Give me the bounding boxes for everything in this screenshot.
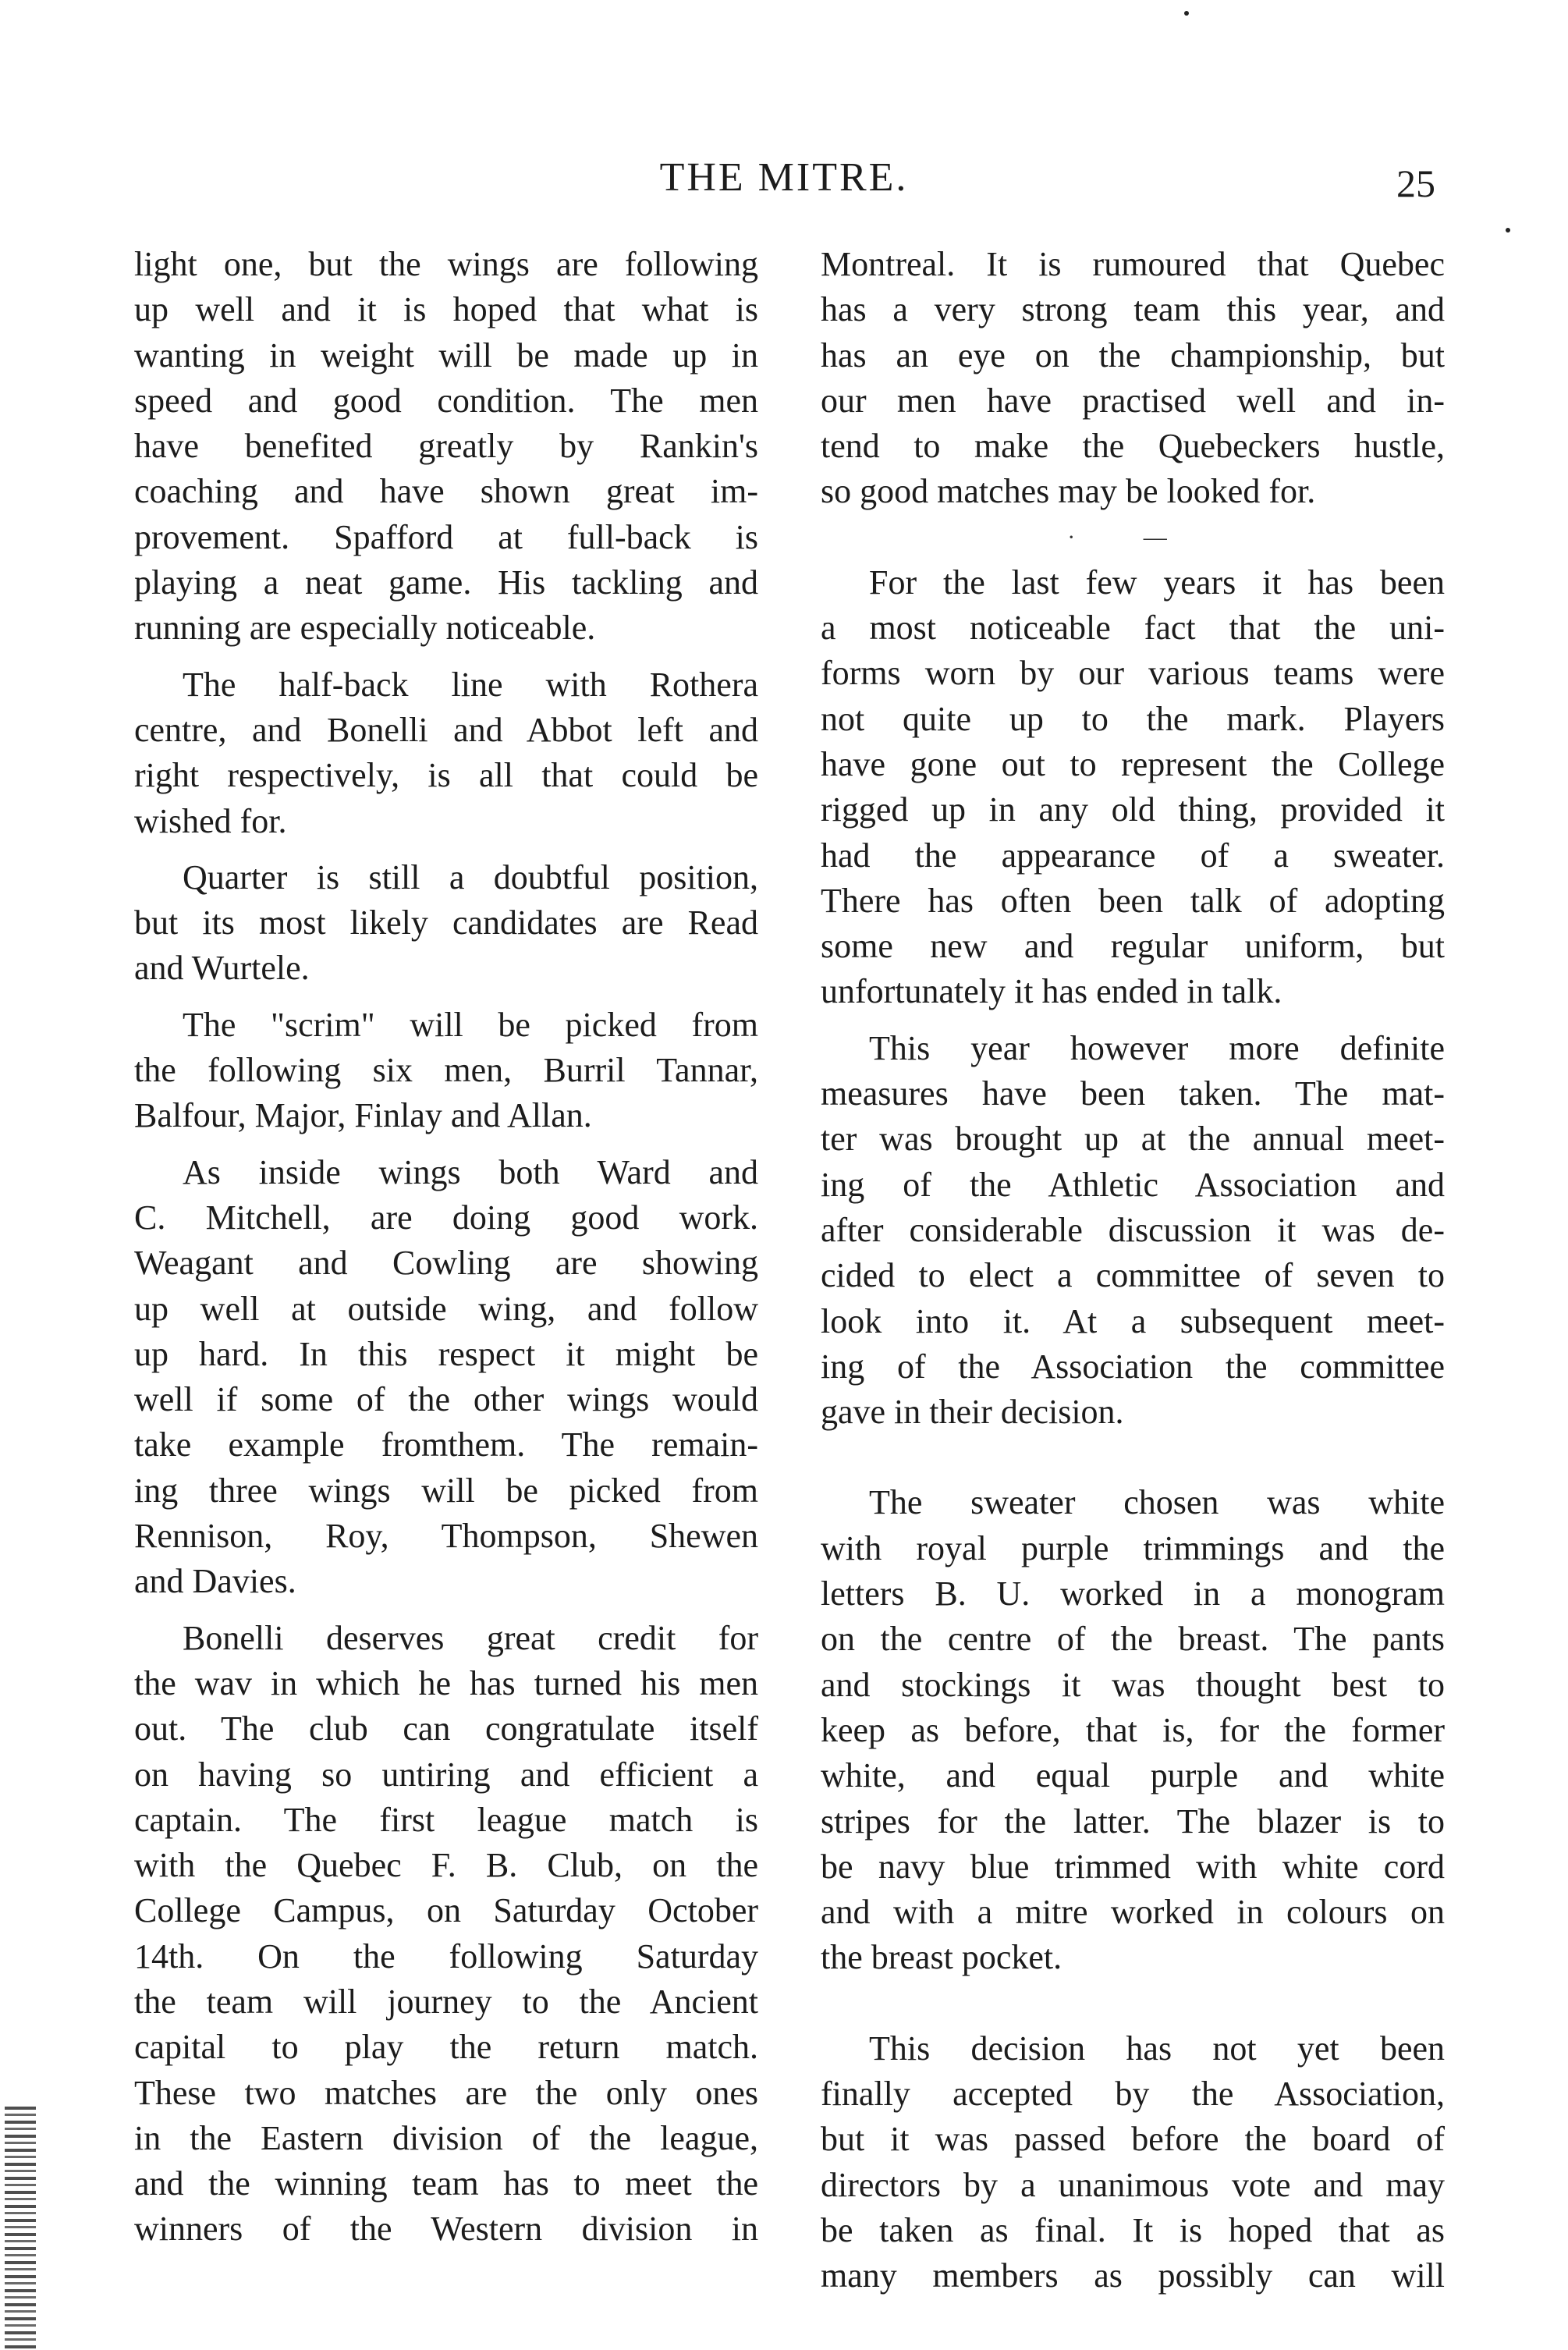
- text-line: cided to elect a committee of seven to: [821, 1256, 1445, 1295]
- text-line: directors by a unanimous vote and may: [821, 2165, 1445, 2204]
- text-line: playing a neat game. His tackling and: [134, 563, 758, 602]
- text-line: tend to make the Quebeckers hustle,: [821, 427, 1445, 466]
- text-line: white, and equal purple and white: [821, 1756, 1445, 1795]
- paragraph-gap: [134, 651, 758, 662]
- text-line: on the centre of the breast. The pants: [821, 1620, 1445, 1659]
- text-line: on having so untiring and efficient a: [134, 1755, 758, 1794]
- text-line: our men have practised well and in-: [821, 381, 1445, 420]
- text-line: wished for.: [134, 801, 287, 840]
- text-line: with royal purple trimmings and the: [821, 1528, 1445, 1567]
- text-line: rigged up in any old thing, provided it: [821, 790, 1445, 829]
- text-line: ing of the Association the committee: [821, 1347, 1445, 1386]
- text-line: the team will journey to the Ancient: [134, 1982, 758, 2021]
- page-number: 25: [1396, 162, 1435, 205]
- text-line: Bonelli deserves great credit for: [183, 1618, 758, 1657]
- scan-speck: [1184, 11, 1189, 16]
- section-ornament: · —: [1067, 524, 1198, 550]
- text-line: be navy blue trimmed with white cord: [821, 1847, 1445, 1886]
- text-line: ter was brought up at the annual meet-: [821, 1120, 1445, 1159]
- text-line: right respectively, is all that could be: [134, 756, 758, 795]
- text-line: The "scrim" will be picked from: [183, 1005, 758, 1044]
- text-line: but it was passed before the board of: [821, 2120, 1445, 2159]
- paragraph-gap: [821, 1435, 1445, 1480]
- text-line: up hard. In this respect it might be: [134, 1334, 758, 1373]
- text-line: have gone out to represent the College: [821, 744, 1445, 783]
- text-line: and the winning team has to meet the: [134, 2164, 758, 2203]
- text-line: provement. Spafford at full-back is: [134, 517, 758, 556]
- paragraph-gap: [134, 1605, 758, 1616]
- text-line: captain. The first league match is: [134, 1800, 758, 1839]
- text-line: and with a mitre worked in colours on: [821, 1893, 1445, 1932]
- text-line: As inside wings both Ward and: [183, 1152, 758, 1191]
- text-line: For the last few years it has been: [869, 563, 1445, 602]
- text-line: capital to play the return match.: [134, 2028, 758, 2067]
- text-line: running are especially noticeable.: [134, 609, 596, 648]
- text-line: many members as possibly can will: [821, 2256, 1445, 2295]
- text-line: Montreal. It is rumoured that Quebec: [821, 245, 1445, 283]
- text-line: This decision has not yet been: [869, 2029, 1445, 2068]
- text-line: the breast pocket.: [821, 1938, 1062, 1977]
- text-line: and Wurtele.: [134, 949, 310, 988]
- text-line: be taken as final. It is hoped that as: [821, 2210, 1445, 2249]
- text-line: and stockings it was thought best to: [821, 1665, 1445, 1704]
- text-line: light one, but the wings are following: [134, 245, 758, 283]
- text-line: The sweater chosen was white: [869, 1483, 1445, 1522]
- text-line: gave in their decision.: [821, 1393, 1124, 1432]
- text-line: measures have been taken. The mat-: [821, 1074, 1445, 1113]
- paragraph-gap: [134, 992, 758, 1003]
- text-line: Quarter is still a doubtful position,: [183, 857, 758, 896]
- text-line: stripes for the latter. The blazer is to: [821, 1802, 1445, 1841]
- text-line: the following six men, Burril Tannar,: [134, 1051, 758, 1090]
- text-line: well if some of the other wings would: [134, 1380, 758, 1419]
- text-line: after considerable discussion it was de-: [821, 1210, 1445, 1249]
- text-line: with the Quebec F. B. Club, on the: [134, 1846, 758, 1885]
- text-line: forms worn by our various teams were: [821, 654, 1445, 693]
- text-line: out. The club can congratulate itself: [134, 1709, 758, 1748]
- paragraph-gap: [134, 1139, 758, 1150]
- text-line: coaching and have shown great im-: [134, 472, 758, 511]
- text-line: a most noticeable fact that the uni-: [821, 609, 1445, 648]
- text-line: take example fromthem. The remain-: [134, 1425, 758, 1464]
- text-line: C. Mitchell, are doing good work.: [134, 1198, 758, 1237]
- paragraph-gap: [821, 1981, 1445, 2026]
- text-line: letters B. U. worked in a monogram: [821, 1574, 1445, 1613]
- text-line: and Davies.: [134, 1562, 296, 1601]
- text-line: not quite up to the mark. Players: [821, 699, 1445, 738]
- text-line: look into it. At a subsequent meet-: [821, 1301, 1445, 1340]
- right-column: [821, 242, 1445, 2299]
- scan-speck: [1506, 228, 1510, 233]
- text-line: These two matches are the only ones: [134, 2073, 758, 2112]
- text-line: Balfour, Major, Finlay and Allan.: [134, 1096, 592, 1135]
- text-line: The half-back line with Rothera: [183, 665, 758, 704]
- text-line: Rennison, Roy, Thompson, Shewen: [134, 1517, 758, 1556]
- text-line: ing of the Athletic Association and: [821, 1165, 1445, 1204]
- text-line: up well at outside wing, and follow: [134, 1289, 758, 1328]
- text-line: keep as before, that is, for the former: [821, 1710, 1445, 1749]
- text-line: the wav in which he has turned his men: [134, 1663, 758, 1702]
- text-line: have benefited greatly by Rankin's: [134, 427, 758, 466]
- text-line: centre, and Bonelli and Abbot left and: [134, 710, 758, 749]
- text-line: speed and good condition. The men: [134, 381, 758, 420]
- text-line: finally accepted by the Association,: [821, 2074, 1445, 2113]
- text-line: so good matches may be looked for.: [821, 472, 1316, 511]
- text-line: but its most likely candidates are Read: [134, 903, 758, 942]
- page-title: THE MITRE.: [659, 155, 909, 200]
- text-line: up well and it is hoped that what is: [134, 290, 758, 329]
- text-line: wanting in weight will be made up in: [134, 335, 758, 375]
- paragraph-gap: [821, 1015, 1445, 1026]
- text-line: There has often been talk of adopting: [821, 881, 1445, 920]
- text-line: winners of the Western division in: [134, 2210, 758, 2249]
- text-line: some new and regular uniform, but: [821, 927, 1445, 966]
- text-line: This year however more definite: [869, 1028, 1445, 1067]
- text-line: ing three wings will be picked from: [134, 1471, 758, 1510]
- left-column: [134, 242, 758, 2252]
- text-line: in the Eastern division of the league,: [134, 2118, 758, 2157]
- scan-edge-mark: [5, 2107, 36, 2350]
- text-line: has a very strong team this year, and: [821, 290, 1445, 329]
- paragraph-gap: [134, 844, 758, 855]
- text-line: 14th. On the following Saturday: [134, 1936, 758, 1975]
- text-line: had the appearance of a sweater.: [821, 836, 1445, 875]
- text-line: unfortunately it has ended in talk.: [821, 972, 1282, 1011]
- text-line: College Campus, on Saturday October: [134, 1891, 758, 1930]
- text-line: Weagant and Cowling are showing: [134, 1244, 758, 1283]
- text-line: has an eye on the championship, but: [821, 335, 1445, 375]
